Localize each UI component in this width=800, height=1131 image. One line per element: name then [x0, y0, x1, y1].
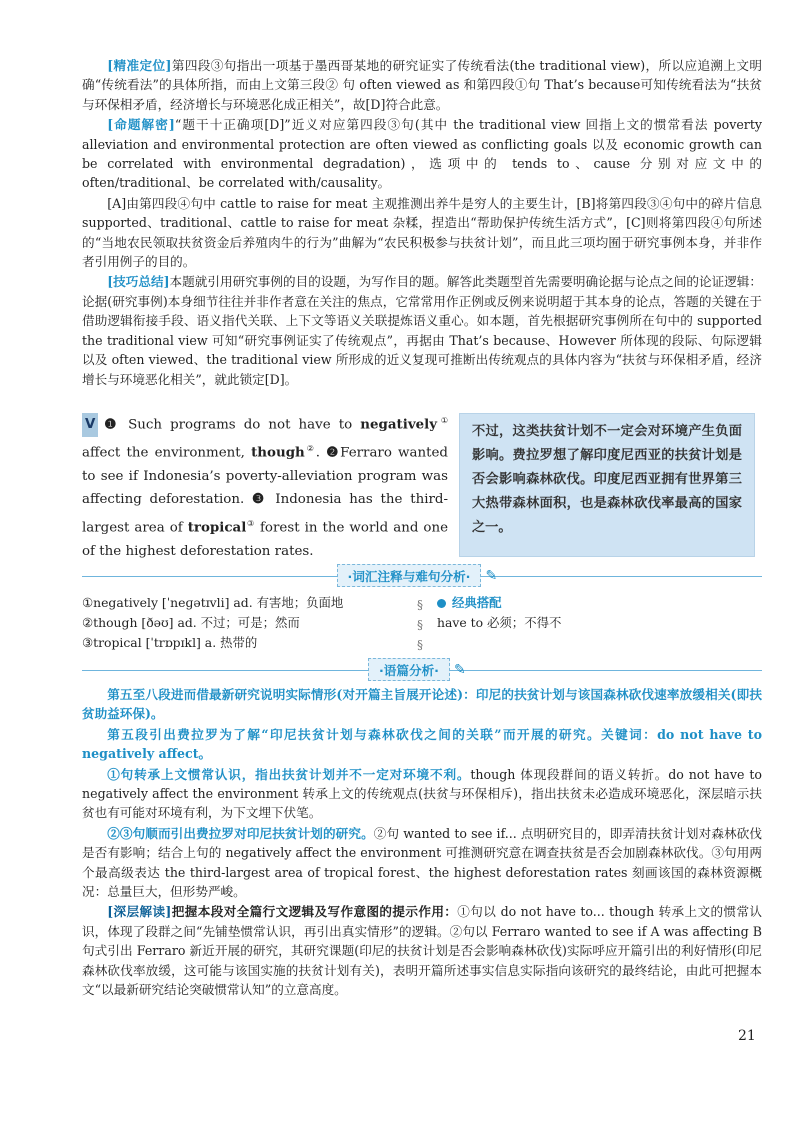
sup-2: ②	[304, 443, 316, 453]
deep-reading-tag: [深层解读]	[107, 904, 172, 920]
vocab-item: ③tropical [ˈtrɒpɪkl] a. 热带的	[82, 634, 258, 650]
decode-paragraph	[82, 115, 762, 193]
skills-paragraph	[82, 272, 762, 388]
s1-text-c: .	[315, 445, 327, 461]
discourse-section	[82, 685, 762, 1000]
discourse-point-2	[82, 824, 762, 902]
kw-negatively: negatively	[360, 416, 437, 433]
section-v	[82, 409, 762, 559]
precise-location-paragraph	[82, 56, 762, 114]
options-paragraph: [A]由第四段④句中 cattle to raise for meat 主观推测出养牛是穷人的主要生计，[B]将第四段③④句中的碎片信息 supported、traditional、cattle to raise for meat 杂糅，捏造出“帮助保护传统生活方式”，[C]则将第四段④句所述的“当地农民领取扶贫资金后养殖肉牛的行为”曲解为“农民积极参与扶贫计划”，而且此三项均囿于研究事例本身，并非作者引用例子的目的。	[82, 195, 762, 270]
kw-tropical: tropical	[187, 519, 247, 536]
decode-tag: [命题解密]	[107, 117, 175, 133]
vocab-banner	[82, 565, 762, 587]
divider-swirl: § § §	[417, 597, 423, 652]
discourse-summary: 第五至八段进而借最新研究说明实际情形(对开篇主旨展开论述)：印尼的扶贫计划与该国森林砍伐速率放缓相关(即扶贫助益环保)。	[82, 686, 762, 722]
precise-location-text: 第四段③句指出一项基于墨西哥某地的研究证实了传统看法(the traditional view)，所以应追溯上文明确“传统看法”的具体所指，而由上文第三段② 句 often viewed as 和第四段①句 That’s because可知传统看法为“扶贫与环保相矛盾，经济增长与环境恶化成正相关”，故[D]符合此意。	[82, 58, 762, 112]
skills-tag: [技巧总结]	[107, 274, 170, 290]
deep-reading-text: ①句以 do not have to... though 转承上文的惯常认识，体现了段群之间“先铺垫惯常认识，再引出真实情形”的逻辑。②句以 Ferraro wanted to see if A was affecting B 句式引出 Ferraro 新近开展的研究，其研究课题(印尼的扶贫计划是否会影响森林砍伐)实际呼应开篇引出的利好情形(印尼森林砍伐率放缓，这可能与该国实施的扶贫计划有关)，表明开篇所述事实信息实际指向该研究的最终结论，由此可把握本文“以最新研究结论突破惯常认知”的立意高度。	[82, 904, 763, 997]
point-1-head: ①句转承上文惯常认识，指出扶贫计划并不一定对环境不利。	[107, 766, 471, 782]
s1-text-b: affect the environment,	[82, 445, 252, 461]
precise-location-tag: [精准定位]	[107, 58, 172, 73]
brush-icon: ✎	[453, 661, 466, 678]
vocab-item: ①negatively [ˈneɡətɪvli] ad. 有害地；负面地	[82, 594, 344, 610]
skills-text: 本题就引用研究事例的目的设题，为写作目的题。解答此类题型首先需要明确论据与论点之间的论证逻辑：论据(研究事例)本身细节往往并非作者意在关注的焦点，它常常用作正例或反例来说明超于其本身的论点，答题的关键在于借助逻辑衔接手段、语义指代关联、上下文等语义关联提炼语义重心。如本题，首先根据研究事例所在句中的 supported the traditional view 可知“研究事例证实了传统观点”，再据由 That’s because、However 所体现的段际、句际逻辑以及 often viewed、the traditional view 所形成的近义复现可推断出传统观点的具体内容为“扶贫与环保相矛盾，经济增长与环境恶化相关”，就此锁定[D]。	[82, 274, 763, 387]
deep-reading-paragraph	[82, 902, 762, 999]
vocab-banner-label: ·词汇注释与难句分析·	[337, 564, 482, 587]
s3-text-b: forest in the world and one of the highest deforestation rates.	[82, 520, 449, 559]
deep-reading-head: 把握本段对全篇行文逻辑及写作意图的提示作用：	[171, 904, 458, 920]
point-2-head: ②③句顺而引出费拉罗对印尼扶贫计划的研究。	[107, 825, 374, 841]
s3-num: ❸	[252, 491, 268, 508]
sup-3: ③	[246, 518, 255, 528]
collocation-title: 经典搭配	[452, 594, 502, 610]
page-content	[82, 56, 762, 1000]
vocab-section	[82, 593, 762, 659]
section-v-badge: V	[82, 413, 98, 437]
vocab-item: ②though [ðəʊ] ad. 不过；可是；然而	[82, 614, 300, 630]
translation-text: 不过，这类扶贫计划不一定会对环境产生负面影响。费拉罗想了解印度尼西亚的扶贫计划是否会影响森林砍伐。印度尼西亚拥有世界第三大热带森林面积，也是森林砍伐率最高的国家之一。	[472, 423, 742, 535]
decode-text: “题干十正确项[D]”近义对应第四段③句(其中 the traditional view 回指上文的惯常看法 poverty alleviation and environmental protection are often viewed as conflicting goals 以及 economic growth can be correlated with environmental degradation)，选项中的 tends to、cause 分别对应文中的 often/traditional、be correlated with/causality。	[82, 117, 762, 191]
s3-text-a: Indonesia has the third-largest area of	[82, 492, 448, 536]
point-2-text: ②句 wanted to see if... 点明研究目的，即弄清扶贫计划对森林砍伐是否有影响；结合上句的 negatively affect the environment 可推测研究意在调查扶贫是否会加剧森林砍伐。③句用两个最高级表达 the third-largest area of tropical forest、the highest deforestation rates 刻画该国的森林资源概况：总量巨大，但形势严峻。	[82, 825, 762, 899]
collocation-text: have to 必须；不得不	[437, 614, 562, 630]
s2-text: Ferraro wanted to see if Indonesia’s poverty-alleviation program was affecting deforestation.	[82, 445, 449, 508]
translation-box	[459, 413, 755, 557]
brush-icon: ✎	[485, 567, 498, 584]
collocation-box	[437, 593, 737, 633]
vocab-list	[82, 593, 402, 653]
discourse-paragraph-five: 第五段引出费拉罗为了解“印尼扶贫计划与森林砍伐之间的关联”而开展的研究。关键词：do not have to negatively affect。	[82, 726, 762, 762]
s2-num: ❷	[326, 444, 341, 461]
sup-1: ①	[437, 415, 448, 425]
point-1-text: though 体现段群间的语义转折。do not have to negatively affect the environment 转承上文的传统观点(扶贫与环保相斥)，指出扶贫未必造成环境恶化，深层暗示扶贫也有可能对环境有利，为下文埋下伏笔。	[82, 766, 762, 821]
bullet-dot-icon	[437, 599, 446, 608]
kw-though: though	[251, 444, 305, 461]
discourse-point-1	[82, 765, 762, 823]
section-v-english	[82, 409, 448, 563]
s1-text-a: Such programs do not have to	[120, 417, 361, 433]
discourse-banner	[82, 659, 762, 681]
page-number: 21	[738, 1028, 756, 1044]
s1-num: ❶	[100, 416, 121, 433]
discourse-banner-label: ·语篇分析·	[368, 658, 450, 681]
